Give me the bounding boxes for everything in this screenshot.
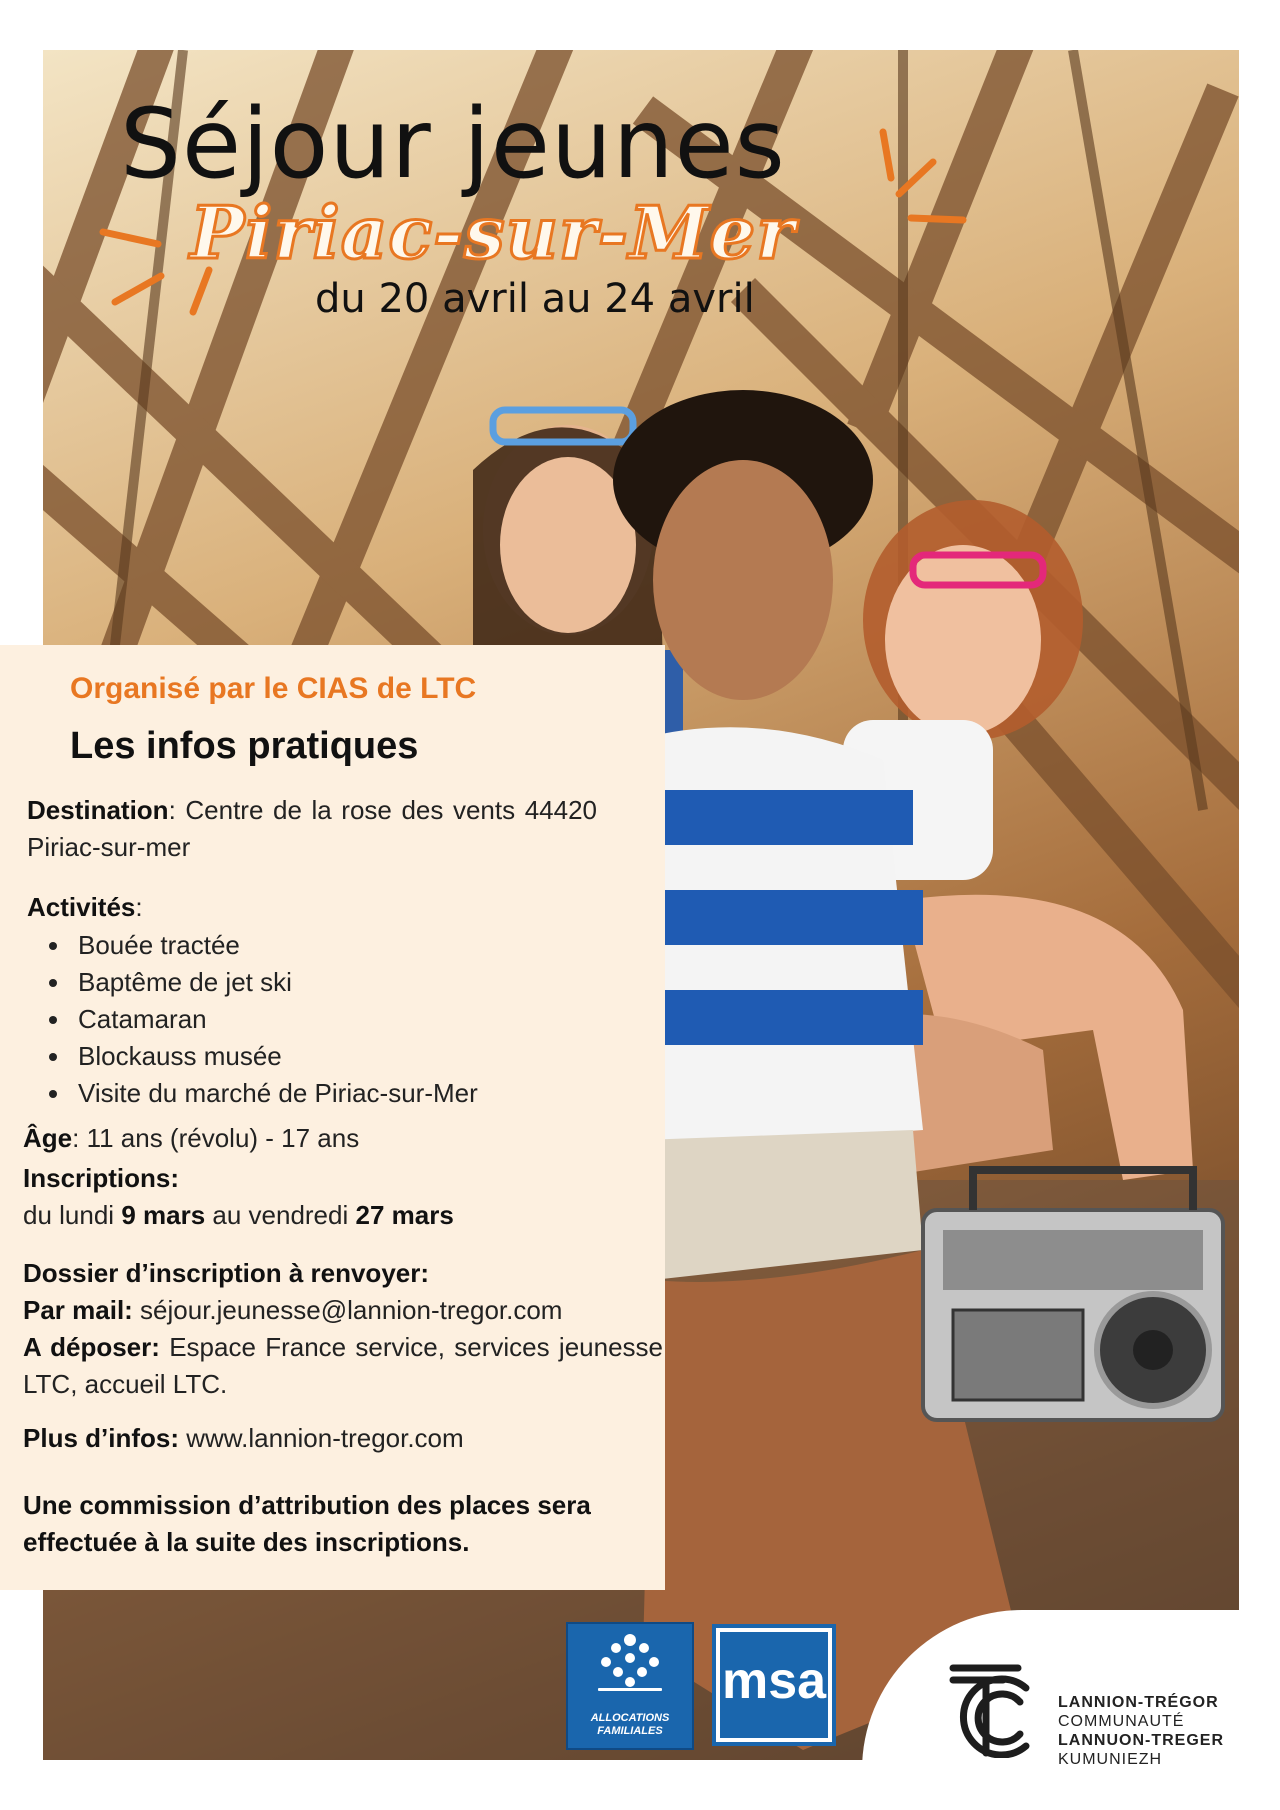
- inscriptions-end: 27 mars: [355, 1200, 454, 1230]
- mail-line: [23, 1292, 562, 1329]
- ltc-wordmark: [1058, 1693, 1224, 1769]
- inscriptions-dates: [23, 1197, 454, 1234]
- deposit-block: [23, 1329, 663, 1403]
- activities-list: [50, 927, 478, 1112]
- inscriptions-start: 9 mars: [121, 1200, 206, 1230]
- age-text: : 11 ans (révolu) - 17 ans: [72, 1123, 360, 1153]
- inscriptions-prefix: du lundi: [23, 1200, 122, 1230]
- ltc-logo-icon: [948, 1658, 1048, 1758]
- caf-figures-icon: [568, 1624, 692, 1704]
- page-title: Séjour jeunes: [120, 88, 786, 200]
- info-heading: Les infos pratiques: [70, 725, 419, 767]
- inscriptions-label: Inscriptions:: [23, 1163, 180, 1193]
- ltc-line-3: LANNUON-TREGER: [1058, 1732, 1224, 1749]
- deposit-text: Espace France service, services jeunesse LTC, accueil LTC.: [23, 1332, 663, 1399]
- caf-label: ALLOCATIONS FAMILIALES: [590, 1712, 670, 1737]
- msa-mark: [716, 1628, 832, 1742]
- msa-logo: [712, 1624, 836, 1746]
- activity-item: • Baptême de jet ski: [72, 964, 478, 1001]
- stay-dates: du 20 avril au 24 avril: [315, 276, 755, 322]
- mail-address[interactable]: séjour.jeunesse@lannion-tregor.com: [132, 1295, 563, 1325]
- activity-item: • Catamaran: [72, 1001, 478, 1038]
- info-panel: [0, 645, 665, 1590]
- dossier-heading: Dossier d’inscription à renvoyer:: [23, 1258, 430, 1288]
- ltc-line-1: LANNION-TRÉGOR: [1058, 1694, 1219, 1711]
- destination-label: Destination: [27, 795, 169, 825]
- more-info-label: Plus d’infos:: [23, 1423, 179, 1453]
- activities-label: Activités: [27, 892, 136, 922]
- allocation-note: Une commission d’attribution des places sera effectuée à la suite des inscriptions.: [23, 1490, 591, 1557]
- destination-text: : Centre de la rose des vents 44420 Piriac-sur-mer: [27, 795, 597, 862]
- age-line: [23, 1120, 359, 1157]
- caf-logo: [566, 1622, 694, 1750]
- mail-label: Par mail:: [23, 1295, 133, 1325]
- activities-colon: :: [135, 892, 143, 922]
- activity-item: • Blockauss musée: [72, 1038, 478, 1075]
- inscriptions-middle: au vendredi: [205, 1200, 356, 1230]
- ltc-line-4: KUMUNIEZH: [1058, 1751, 1163, 1768]
- activity-item: • Bouée tractée: [72, 927, 478, 964]
- activity-item: • Visite du marché de Piriac-sur-Mer: [72, 1075, 478, 1112]
- destination-title: Piriac-sur-Mer: [190, 190, 796, 275]
- age-label: Âge: [23, 1123, 73, 1153]
- more-info-line: [23, 1420, 464, 1457]
- organizer-line: Organisé par le CIAS de LTC: [70, 672, 477, 705]
- deposit-label: A déposer:: [23, 1332, 160, 1362]
- ltc-line-2: COMMUNAUTÉ: [1058, 1713, 1185, 1730]
- website-link[interactable]: www.lannion-tregor.com: [179, 1423, 464, 1453]
- destination-block: [27, 792, 597, 866]
- msa-text: msa: [721, 1652, 827, 1710]
- activities-title: [27, 889, 143, 926]
